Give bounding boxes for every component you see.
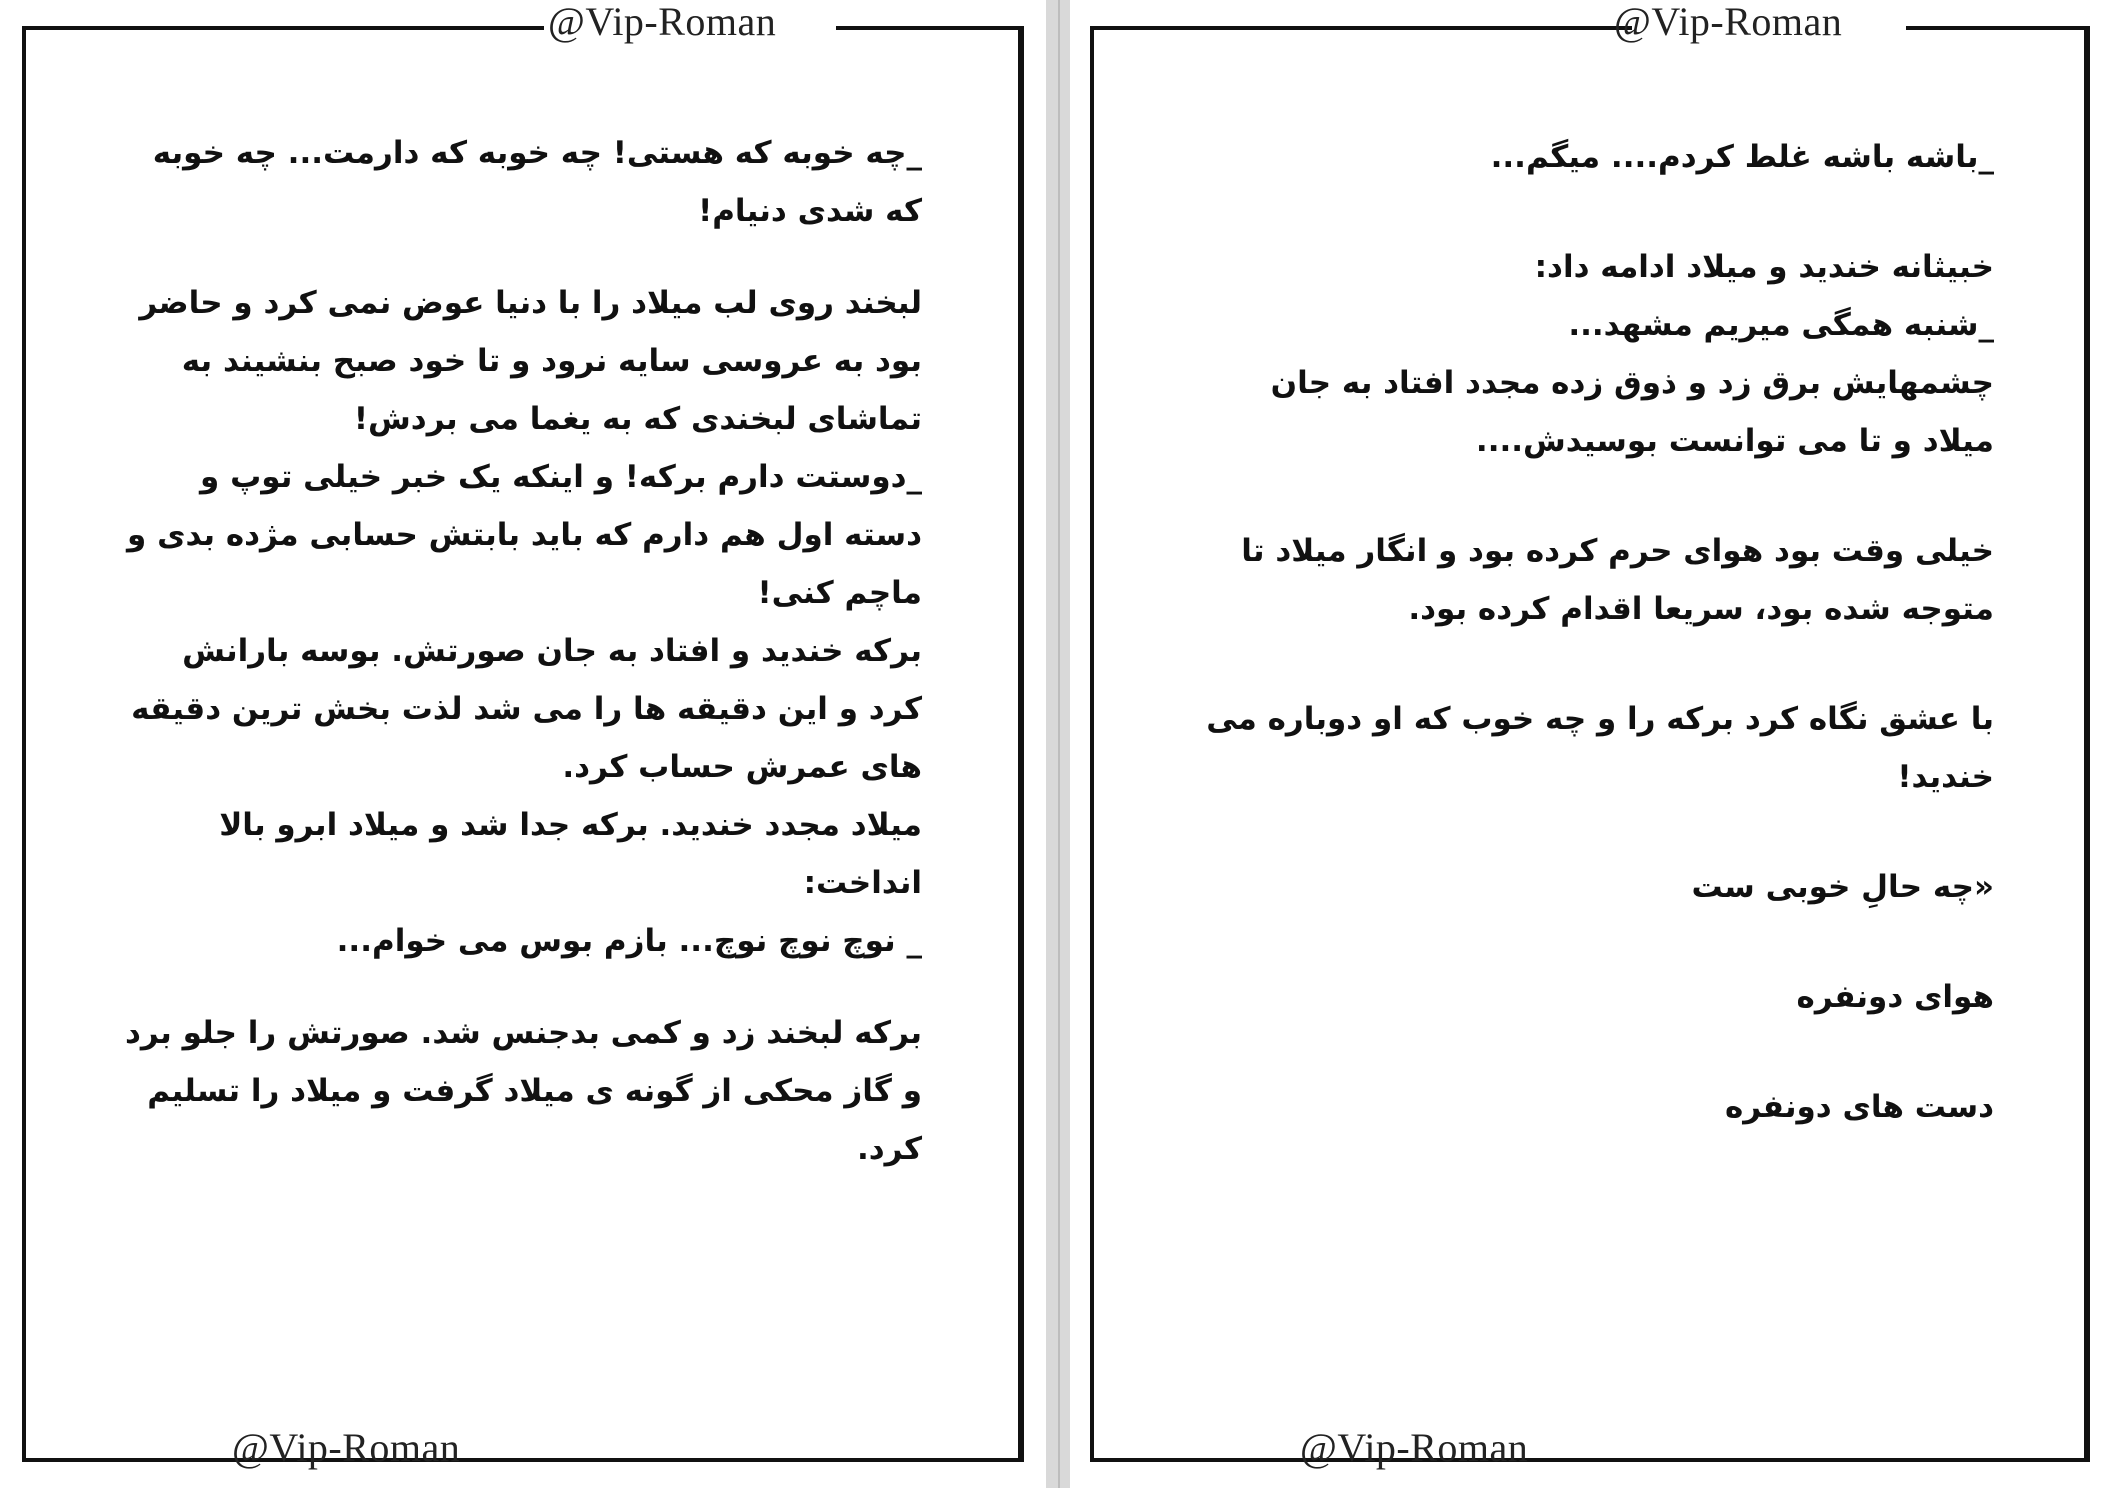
paragraph: «چه حالِ خوبی ست bbox=[1691, 869, 1994, 905]
right-page-text bbox=[1204, 128, 1994, 1136]
paragraph: برکه خندید و افتاد به جان صورتش. بوسه بارانش کرد و این دقیقه ها را می شد لذت بخش ترین دقیقه های عمرش حساب کرد. bbox=[131, 633, 922, 785]
paragraph: _چه خوبه که هستی! چه خوبه که دارمت... چه خوبه که شدی دنیام! bbox=[152, 135, 922, 229]
left-top-watermark bbox=[548, 2, 776, 42]
watermark-text: @Vip-Roman bbox=[548, 0, 777, 44]
left-page bbox=[0, 0, 1046, 1488]
paragraph: میلاد مجدد خندید. برکه جدا شد و میلاد ابرو بالا انداخت: bbox=[219, 807, 922, 901]
paragraph: _ نوچ نوچ نوچ... بازم بوس می خوام... bbox=[336, 923, 922, 959]
paragraph: _شنبه همگی میریم مشهد... bbox=[1568, 307, 1994, 343]
right-top-rule-left bbox=[1090, 26, 1632, 30]
paragraph: چشمهایش برق زد و ذوق زده مجدد افتاد به جان میلاد و تا می توانست بوسیدش.... bbox=[1270, 365, 1994, 459]
right-bottom-watermark bbox=[1300, 1425, 1529, 1470]
paragraph: خبیثانه خندید و میلاد ادامه داد: bbox=[1534, 249, 1994, 285]
paragraph: لبخند روی لب میلاد را با دنیا عوض نمی کرد و حاضر بود به عروسی سایه نرود و تا خود صبح بنشیند به تماشای لبخندی که به یغما می بردش! bbox=[139, 285, 922, 437]
paragraph-spacer bbox=[1204, 806, 1994, 858]
paragraph: با عشق نگاه کرد برکه را و چه خوب که او دوباره می خندید! bbox=[1206, 701, 1994, 795]
right-top-watermark bbox=[1614, 2, 1842, 42]
paragraph: خیلی وقت بود هوای حرم کرده بود و انگار میلاد تا متوجه شده بود، سریعا اقدام کرده بود. bbox=[1241, 533, 1994, 627]
paragraph-spacer bbox=[1204, 1026, 1994, 1078]
watermark-text: @Vip-Roman bbox=[1614, 0, 1843, 44]
paragraph: برکه لبخند زد و کمی بدجنس شد. صورتش را جلو برد و گاز محکی از گونه ی میلاد گرفت و میلاد را تسلیم کرد. bbox=[124, 1015, 922, 1167]
paragraph: دست های دونفره bbox=[1724, 1089, 1994, 1125]
left-bottom-watermark bbox=[232, 1425, 461, 1470]
left-page-text bbox=[122, 124, 922, 1178]
paragraph: _باشه باشه غلط کردم.... میگم... bbox=[1490, 139, 1994, 175]
paragraph-spacer bbox=[122, 970, 922, 1004]
paragraph-spacer bbox=[122, 240, 922, 274]
paragraph-spacer bbox=[1204, 186, 1994, 238]
right-top-rule-right bbox=[1906, 26, 2090, 30]
paragraph: _دوستت دارم برکه! و اینکه یک خبر خیلی توپ و دسته اول هم دارم که باید بابتش حسابی مژده بدی و ماچم کنی! bbox=[127, 459, 922, 611]
paragraph-spacer bbox=[1204, 638, 1994, 690]
right-page bbox=[1070, 0, 2116, 1488]
gutter-line bbox=[1058, 0, 1060, 1488]
paragraph: هوای دونفره bbox=[1796, 979, 1994, 1015]
watermark-text: @Vip-Roman bbox=[1300, 1425, 1529, 1470]
paragraph-spacer bbox=[1204, 470, 1994, 522]
left-top-rule-left bbox=[22, 26, 544, 30]
left-top-rule-right bbox=[836, 26, 1024, 30]
paragraph-spacer bbox=[1204, 916, 1994, 968]
watermark-text: @Vip-Roman bbox=[232, 1425, 461, 1470]
